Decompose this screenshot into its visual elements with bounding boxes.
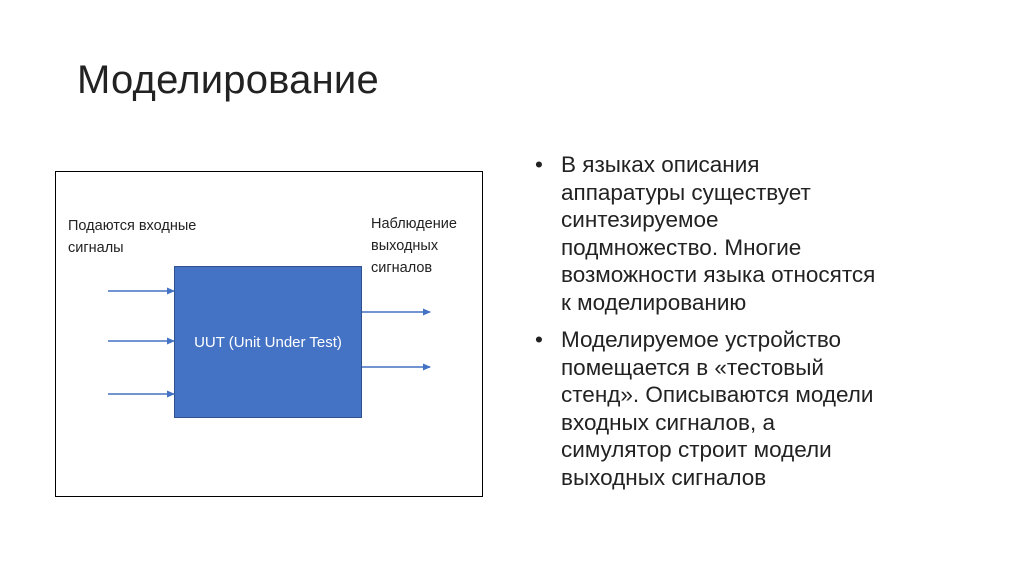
bullet-line: входных сигналов, а	[561, 409, 776, 435]
input-label-line: Подаются входные	[68, 218, 197, 234]
bullet-dot-icon: •	[535, 152, 543, 177]
bullet-line: стенд». Описываются модели	[561, 382, 874, 407]
output-label-line: Наблюдение	[371, 216, 457, 232]
bullet-list	[533, 151, 993, 491]
bullet-line: к моделированию	[561, 289, 747, 315]
bullet-line: симулятор строит модели	[561, 437, 832, 462]
bullet-line: синтезируемое	[561, 207, 719, 232]
uut-label: UUT (Unit Under Test)	[194, 333, 342, 351]
bullet-dot-icon: •	[535, 327, 543, 352]
bullet-item	[533, 326, 993, 491]
input-label-line: сигналы	[68, 240, 124, 256]
bullet-line: подмножество. Многие	[561, 234, 802, 260]
bullet-line: выходных сигналов	[561, 464, 767, 490]
slide-title: Моделирование	[77, 58, 379, 102]
bullet-line: возможности языка относятся	[561, 262, 876, 287]
output-signals-label	[371, 213, 457, 279]
output-label-line: выходных	[371, 238, 439, 254]
uut-box	[174, 266, 362, 418]
bullet-item	[533, 151, 993, 316]
bullet-line: аппаратуры существует	[561, 179, 811, 205]
bullet-line: В языках описания	[561, 152, 760, 177]
input-signals-label	[68, 215, 196, 259]
bullet-line: помещается в «тестовый	[561, 354, 825, 380]
output-label-line: сигналов	[371, 260, 433, 276]
bullet-line: Моделируемое устройство	[561, 327, 842, 352]
